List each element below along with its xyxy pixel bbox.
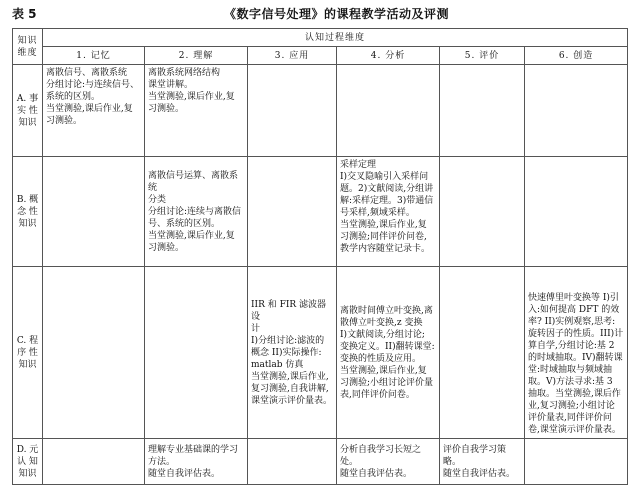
table-cell xyxy=(440,157,525,267)
table-caption xyxy=(12,4,627,24)
table-number: 表 5 xyxy=(12,7,37,21)
table-cell xyxy=(525,65,628,157)
table-cell: 理解专业基础课的学习 方法。 随堂自我评估表。 xyxy=(145,439,248,485)
column-header-understand: 2. 理解 xyxy=(145,47,248,65)
header-row-columns xyxy=(13,47,628,65)
column-header-create: 6. 创造 xyxy=(525,47,628,65)
table-cell xyxy=(248,439,337,485)
corner-header: 知识 维度 xyxy=(13,29,43,65)
table-cell xyxy=(248,65,337,157)
table-cell xyxy=(525,439,628,485)
table-cell xyxy=(440,267,525,439)
activity-assessment-table xyxy=(12,28,628,485)
table-row xyxy=(13,157,628,267)
table-title: 《数字信号处理》的课程教学活动及评测 xyxy=(224,7,450,21)
column-header-apply: 3. 应用 xyxy=(248,47,337,65)
table-cell: 快速傅里叶变换等 I)引 入:如何提高 DFT 的效 率? II)实例观察,思考: 旋转因子的性质。III)计 算自学,分组讨论:基 2 的时域抽取。IV)翻转课 堂:时域抽取与频域抽 取。V)方法寻求:基 3 抽取。当堂测验,课后作 业,复习测验;小组讨论 评价量表,同伴评价问 卷,课堂演示评价量表。 xyxy=(525,267,628,439)
table-row xyxy=(13,65,628,157)
column-header-analyze: 4. 分析 xyxy=(337,47,440,65)
row-header-factual: A. 事 实 性 知识 xyxy=(13,65,43,157)
column-header-evaluate: 5. 评价 xyxy=(440,47,525,65)
table-cell: 采样定理 I)交叉隐喻引入采样问 题。2)文献阅读,分组讲 解:采样定理。3)带通信 号采样,频域采样。 当堂测验,课后作业,复 习测验;同伴评价问卷, 教学内容随堂记录卡。 xyxy=(337,157,440,267)
header-row-group xyxy=(13,29,628,47)
table-row xyxy=(13,439,628,485)
table-cell: 评价自我学习策 略。 随堂自我评估表。 xyxy=(440,439,525,485)
table-cell: 离散系统网络结构 课堂讲解。 当堂测验,课后作业,复 习测验。 xyxy=(145,65,248,157)
table-cell xyxy=(43,267,145,439)
table-cell xyxy=(337,65,440,157)
table-cell xyxy=(43,157,145,267)
table-cell xyxy=(440,65,525,157)
table-cell: IIR 和 FIR 滤波器设 计 I)分组讨论:滤波的 概念 II)实际操作: matlab 仿真 当堂测验,课后作业, 复习测验,自我讲解, 课堂演示评价量表。 xyxy=(248,267,337,439)
table-cell xyxy=(525,157,628,267)
table-row xyxy=(13,267,628,439)
table-cell xyxy=(43,439,145,485)
table-cell: 分析自我学习长短之处。 随堂自我评估表。 xyxy=(337,439,440,485)
row-header-procedural: C. 程 序 性 知识 xyxy=(13,267,43,439)
table-cell: 离散信号、离散系统 分组讨论:与连续信号、 系统的区别。 当堂测验,课后作业,复 习测验。 xyxy=(43,65,145,157)
table-cell: 离散时间傅立叶变换,离 散傅立叶变换,z 变换 I)文献阅读,分组讨论; 变换定义。II)翻转课堂: 变换的性质及应用。 当堂测验,课后作业,复 习测验;小组讨论评价量 表,同伴评价问卷。 xyxy=(337,267,440,439)
table-cell xyxy=(145,267,248,439)
table-cell: 离散信号运算、离散系统 分类 分组讨论:连续与离散信 号、系统的区别。 当堂测验,课后作业,复 习测验。 xyxy=(145,157,248,267)
table-cell xyxy=(248,157,337,267)
row-header-conceptual: B. 概 念 性 知识 xyxy=(13,157,43,267)
cognitive-process-header: 认知过程维度 xyxy=(43,29,628,47)
column-header-remember: 1. 记忆 xyxy=(43,47,145,65)
row-header-metacognitive: D. 元 认 知 知识 xyxy=(13,439,43,485)
